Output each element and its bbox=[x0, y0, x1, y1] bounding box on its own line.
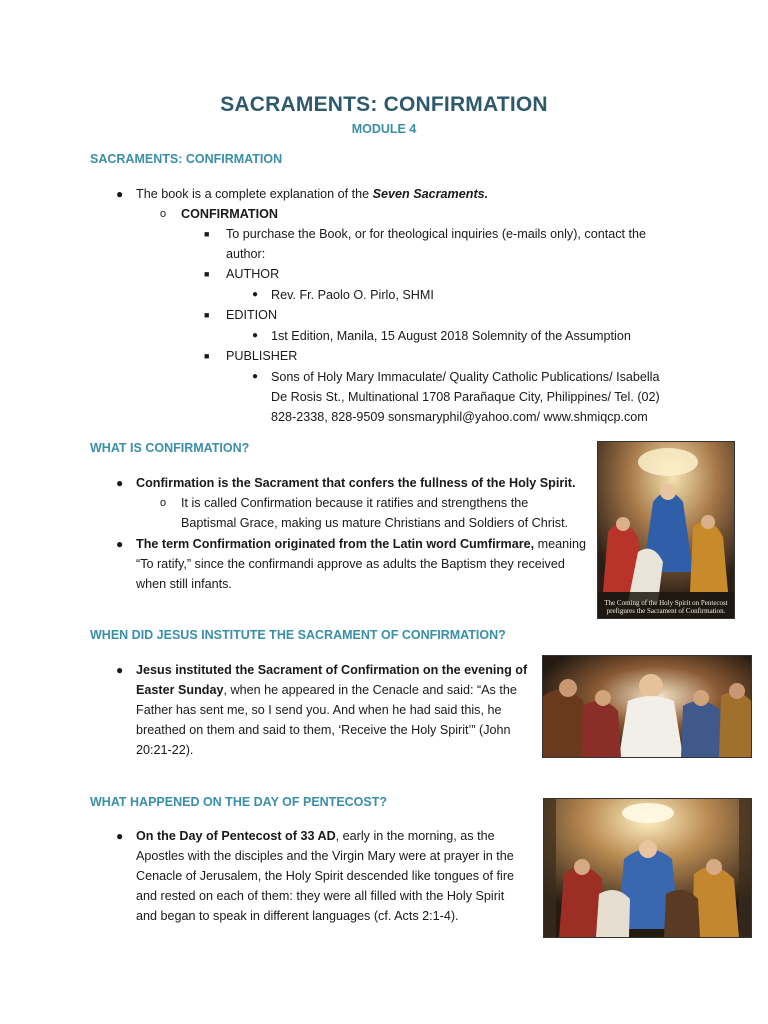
ratifies-line-2: Baptismal Grace, making us mature Christians and Soldiers of Christ. bbox=[181, 516, 569, 530]
section-heading-what-is: WHAT IS CONFIRMATION? bbox=[90, 441, 250, 455]
bullet-square: ■ bbox=[204, 229, 210, 239]
point-fullness: Confirmation is the Sacrament that confers the fullness of the Holy Spirit. bbox=[136, 476, 576, 490]
document-title: SACRAMENTS: CONFIRMATION bbox=[220, 93, 548, 116]
pentecost-line-3: Cenacle of Jerusalem, the Holy Spirit descended like tongues of fire bbox=[136, 869, 515, 883]
jesus-illustration bbox=[543, 656, 751, 757]
bullet-disc: ● bbox=[116, 663, 124, 677]
purchase-line-1: To purchase the Book, or for theological inquiries (e-mails only), contact the bbox=[226, 227, 647, 241]
institution-quote-start: , when he appeared in the Cenacle and said: “As the bbox=[223, 683, 517, 697]
pentecost-line-1 bbox=[136, 826, 531, 846]
bullet-circle: o bbox=[160, 208, 167, 220]
edition-label: EDITION bbox=[226, 308, 278, 322]
pentecost-time: , early in the morning, as the bbox=[335, 829, 495, 843]
bullet-disc: ● bbox=[252, 330, 259, 341]
bullet-disc: ● bbox=[116, 537, 124, 551]
ratifies-line-1: It is called Confirmation because it ratifies and strengthens the bbox=[181, 496, 529, 510]
origin-line-1 bbox=[136, 534, 586, 554]
descent-of-spirit-image bbox=[543, 798, 752, 938]
bullet-disc: ● bbox=[252, 371, 259, 382]
jesus-apostles-image bbox=[542, 655, 752, 758]
publisher-line-3: 828-2338, 828-9509 sonsmaryphil@yahoo.com/ www.shmiqcp.com bbox=[271, 410, 648, 424]
publisher-label: PUBLISHER bbox=[226, 349, 298, 363]
pentecost-painting-image bbox=[597, 441, 735, 619]
bullet-disc: ● bbox=[116, 187, 124, 201]
bullet-square: ■ bbox=[204, 351, 210, 361]
pentecost-line-2: Apostles with the disciples and the Virgin Mary were at prayer in the bbox=[136, 849, 514, 863]
institution-line-1: Jesus instituted the Sacrament of Confirmation on the evening of bbox=[136, 663, 528, 677]
section-heading-when: WHEN DID JESUS INSTITUTE THE SACRAMENT OF CONFIRMATION? bbox=[90, 628, 506, 642]
pentecost-date: On the Day of Pentecost of 33 AD bbox=[136, 829, 336, 843]
institution-line-2 bbox=[136, 680, 517, 700]
author-label: AUTHOR bbox=[226, 267, 280, 281]
easter-sunday: Easter Sunday bbox=[136, 683, 224, 697]
purchase-line-2: author: bbox=[226, 247, 266, 261]
pentecost-line-5: and began to speak in different languages (cf. Acts 2:1-4). bbox=[136, 909, 459, 923]
bullet-disc: ● bbox=[252, 289, 259, 300]
origin-line-3: when still infants. bbox=[136, 577, 232, 591]
intro-text: The book is a complete explanation of the bbox=[136, 187, 373, 201]
institution-line-3: Father has sent me, so I send you. And when he had said this, he bbox=[136, 703, 502, 717]
intro-emphasis: Seven Sacraments. bbox=[372, 187, 489, 201]
publisher-line-1: Sons of Holy Mary Immaculate/ Quality Catholic Publications/ Isabella bbox=[271, 370, 660, 384]
institution-line-4: breathed on them and said to them, ‘Receive the Holy Spirit’” (John bbox=[136, 723, 511, 737]
bullet-disc: ● bbox=[116, 476, 124, 490]
origin-term: The term Confirmation originated from the Latin word Cumfirmare, bbox=[136, 537, 535, 551]
bullet-square: ■ bbox=[204, 310, 210, 320]
section-heading-sacraments: SACRAMENTS: CONFIRMATION bbox=[90, 152, 283, 166]
origin-meaning: meaning bbox=[534, 537, 586, 551]
institution-line-5: 20:21-22). bbox=[136, 743, 194, 757]
bullet-circle: o bbox=[160, 497, 167, 509]
pentecost-line-4: and rested on each of them: they were all filled with the Holy Spirit bbox=[136, 889, 505, 903]
section-heading-pentecost: WHAT HAPPENED ON THE DAY OF PENTECOST? bbox=[90, 795, 388, 809]
intro-line bbox=[136, 184, 488, 204]
publisher-line-2: De Rosis St., Multinational 1708 Parañaque City, Philippines/ Tel. (02) bbox=[271, 390, 660, 404]
sub-heading-confirmation: CONFIRMATION bbox=[181, 207, 279, 221]
bullet-disc: ● bbox=[116, 829, 124, 843]
bullet-square: ■ bbox=[204, 269, 210, 279]
caption-line-2: prefigures the Sacrament of Confirmation. bbox=[606, 607, 726, 615]
painting-caption bbox=[602, 599, 730, 615]
edition-value: 1st Edition, Manila, 15 August 2018 Solemnity of the Assumption bbox=[271, 329, 631, 343]
module-label: MODULE 4 bbox=[351, 122, 417, 136]
origin-line-2: “To ratify,” since the confirmandi approve as adults the Baptism they received bbox=[136, 557, 565, 571]
descent-illustration bbox=[544, 799, 751, 937]
caption-line-1: The Coming of the Holy Spirit on Pentecost bbox=[604, 599, 728, 607]
author-value: Rev. Fr. Paolo O. Pirlo, SHMI bbox=[271, 288, 434, 302]
painting-illustration bbox=[598, 442, 734, 618]
